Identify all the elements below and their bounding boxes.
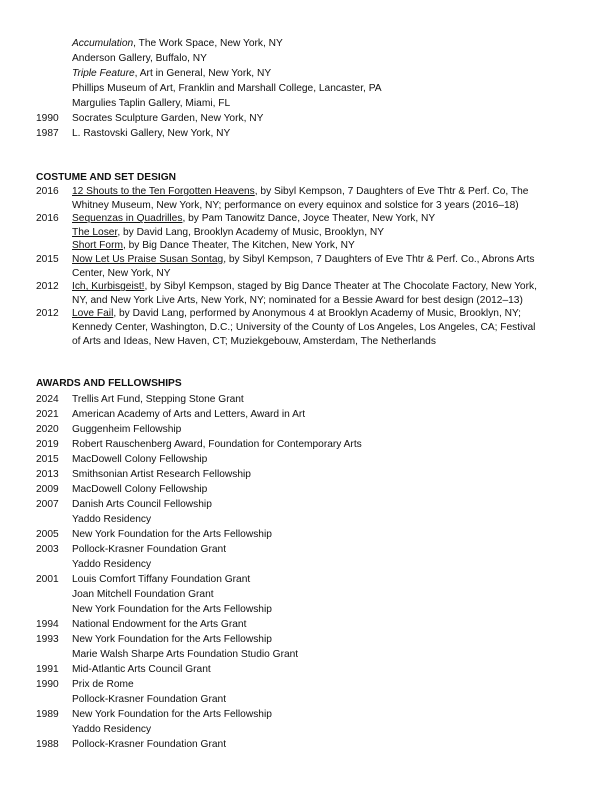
- entry-line: [72, 438, 362, 451]
- entry-line: [72, 67, 271, 80]
- work-title: Love Fail: [72, 308, 114, 320]
- entry-year: 1988: [36, 739, 59, 750]
- entry-line: [72, 82, 382, 95]
- awards-heading: AWARDS AND FELLOWSHIPS: [36, 378, 182, 389]
- entry-line: [72, 253, 534, 266]
- entry-line: [72, 321, 535, 334]
- entry-text: Robert Rauschenberg Award, Foundation for Contemporary Arts: [72, 439, 362, 450]
- entry-year: 1993: [36, 634, 59, 645]
- entry-line: [72, 239, 355, 252]
- entry-text: MacDowell Colony Fellowship: [72, 484, 208, 495]
- entry-year: 2003: [36, 544, 59, 555]
- entry-line: [72, 543, 226, 556]
- entry-line: [72, 453, 207, 466]
- entry-text: Center, New York, NY: [72, 267, 171, 279]
- entry-text: Trellis Art Fund, Stepping Stone Grant: [72, 394, 244, 405]
- entry-text: New York Foundation for the Arts Fellowship: [72, 604, 272, 615]
- entry-text: Yaddo Residency: [72, 514, 152, 525]
- entry-line: [72, 573, 250, 586]
- entry-year: 2020: [36, 424, 59, 435]
- entry-year: 2015: [36, 254, 59, 265]
- entry-text: Danish Arts Council Fellowship: [72, 499, 212, 510]
- entry-text: Kennedy Center, Washington, D.C.; University of the County of Los Angeles, Los Angeles, CA; Festival: [72, 322, 536, 333]
- entry-text: New York Foundation for the Arts Fellowship: [72, 634, 272, 645]
- entry-text: Pollock-Krasner Foundation Grant: [72, 694, 227, 705]
- entry-line: [72, 678, 134, 691]
- work-title: Sequenzas in Quadrilles: [72, 213, 183, 225]
- entry-text: National Endowment for the Arts Grant: [72, 619, 247, 630]
- entry-year: 2009: [36, 484, 59, 495]
- entry-year: 2016: [36, 213, 59, 225]
- entry-line: [72, 37, 283, 50]
- entry-text: Socrates Sculpture Garden, New York, NY: [72, 113, 264, 124]
- entry-line: [72, 127, 230, 140]
- entry-text: , Art in General, New York, NY: [134, 68, 272, 79]
- entry-line: [72, 558, 151, 571]
- entry-text: Yaddo Residency: [72, 559, 152, 570]
- entry-text: Louis Comfort Tiffany Foundation Grant: [72, 574, 251, 585]
- work-title: 12 Shouts to the Ten Forgotten Heavens: [72, 186, 255, 197]
- entry-text: Mid-Atlantic Arts Council Grant: [72, 664, 211, 675]
- entry-line: [72, 423, 181, 436]
- entry-text: , The Work Space, New York, NY: [133, 38, 283, 49]
- entry-line: [72, 199, 519, 212]
- entry-text: , by Sibyl Kempson, staged by Big Dance Theater at The Chocolate Factory, New York,: [144, 281, 537, 293]
- entry-year: 2001: [36, 574, 59, 585]
- entry-line: [72, 226, 384, 239]
- entry-year: 2012: [36, 308, 59, 320]
- entry-line: [72, 393, 244, 406]
- exhibition-title: Triple Feature: [72, 68, 135, 79]
- entry-line: [72, 618, 246, 631]
- entry-line: [72, 307, 521, 320]
- entry-text: , by Big Dance Theater, The Kitchen, New York, NY: [122, 240, 355, 252]
- entry-text: Whitney Museum, New York, NY; performance on every equinox and solstice for 3 years (2016–18): [72, 199, 519, 211]
- entry-line: [72, 468, 251, 481]
- entry-text: Prix de Rome: [72, 679, 134, 690]
- entry-line: [72, 97, 230, 110]
- costume-heading: COSTUME AND SET DESIGN: [36, 172, 176, 183]
- entry-year: 2015: [36, 454, 59, 465]
- entry-line: [72, 603, 272, 616]
- entry-line: [72, 335, 436, 348]
- exhibition-title: Accumulation: [72, 38, 134, 49]
- entry-year: 2005: [36, 529, 59, 540]
- entry-line: [72, 112, 263, 125]
- work-title: The Loser: [72, 226, 118, 238]
- work-title: Now Let Us Praise Susan Sontag: [72, 254, 224, 265]
- entry-line: [72, 294, 523, 307]
- entry-line: [72, 498, 212, 511]
- entry-line: [72, 483, 207, 496]
- entry-text: , by Sibyl Kempson, 7 Daughters of Eve Thtr & Perf. Co., Abrons Arts: [223, 254, 535, 265]
- entry-line: [72, 212, 435, 225]
- entry-year: 1990: [36, 113, 59, 124]
- entry-year: 2024: [36, 394, 59, 405]
- entry-text: American Academy of Arts and Letters, Award in Art: [72, 409, 306, 420]
- entry-line: [72, 723, 151, 736]
- entry-text: NY, and New York Live Arts, New York, NY; nominated for a Bessie Award for best design (2012–13): [72, 294, 523, 306]
- entry-text: Anderson Gallery, Buffalo, NY: [72, 53, 207, 64]
- entry-text: Pollock-Krasner Foundation Grant: [72, 544, 227, 555]
- entry-text: Guggenheim Fellowship: [72, 424, 182, 435]
- entry-line: [72, 185, 528, 198]
- entry-year: 2013: [36, 469, 59, 480]
- entry-text: , by Sibyl Kempson, 7 Daughters of Eve Thtr & Perf. Co, The: [254, 186, 529, 197]
- entry-line: [72, 52, 207, 65]
- entry-line: [72, 693, 226, 706]
- entry-text: New York Foundation for the Arts Fellowship: [72, 529, 272, 540]
- entry-line: [72, 280, 537, 293]
- entry-year: 2016: [36, 186, 59, 197]
- entry-line: [72, 663, 211, 676]
- entry-text: L. Rastovski Gallery, New York, NY: [72, 128, 231, 139]
- entry-line: [72, 708, 272, 721]
- entry-line: [72, 267, 171, 280]
- entry-line: [72, 408, 305, 421]
- entry-year: 2021: [36, 409, 59, 420]
- entry-year: 1991: [36, 664, 59, 675]
- entry-text: of Arts and Ideas, New Haven, CT; Muziekgebouw, Amsterdam, The Netherlands: [72, 335, 436, 347]
- entry-year: 1987: [36, 128, 59, 139]
- entry-year: 1990: [36, 679, 59, 690]
- entry-year: 2012: [36, 281, 59, 293]
- entry-text: New York Foundation for the Arts Fellowship: [72, 709, 272, 720]
- entry-text: , by Pam Tanowitz Dance, Joyce Theater, New York, NY: [182, 213, 436, 225]
- entry-text: MacDowell Colony Fellowship: [72, 454, 208, 465]
- entry-year: 2007: [36, 499, 59, 510]
- entry-text: , by David Lang, Brooklyn Academy of Music, Brooklyn, NY: [117, 226, 385, 238]
- entry-text: Smithsonian Artist Research Fellowship: [72, 469, 251, 480]
- work-title: Ich, Kurbisgeist!: [72, 281, 145, 293]
- entry-text: Yaddo Residency: [72, 724, 152, 735]
- entry-line: [72, 633, 272, 646]
- entry-line: [72, 528, 272, 541]
- entry-line: [72, 738, 226, 751]
- entry-text: Joan Mitchell Foundation Grant: [72, 589, 214, 600]
- entry-line: [72, 588, 214, 601]
- entry-text: , by David Lang, performed by Anonymous 4 at Brooklyn Academy of Music, Brooklyn, NY;: [113, 308, 521, 320]
- entry-year: 2019: [36, 439, 59, 450]
- entry-line: [72, 648, 298, 661]
- entry-year: 1989: [36, 709, 59, 720]
- entry-text: Phillips Museum of Art, Franklin and Marshall College, Lancaster, PA: [72, 83, 382, 94]
- entry-year: 1994: [36, 619, 59, 630]
- entry-text: Pollock-Krasner Foundation Grant: [72, 739, 227, 750]
- entry-text: Margulies Taplin Gallery, Miami, FL: [72, 98, 231, 109]
- entry-text: Marie Walsh Sharpe Arts Foundation Studio Grant: [72, 649, 299, 660]
- work-title: Short Form: [72, 240, 123, 252]
- entry-line: [72, 513, 151, 526]
